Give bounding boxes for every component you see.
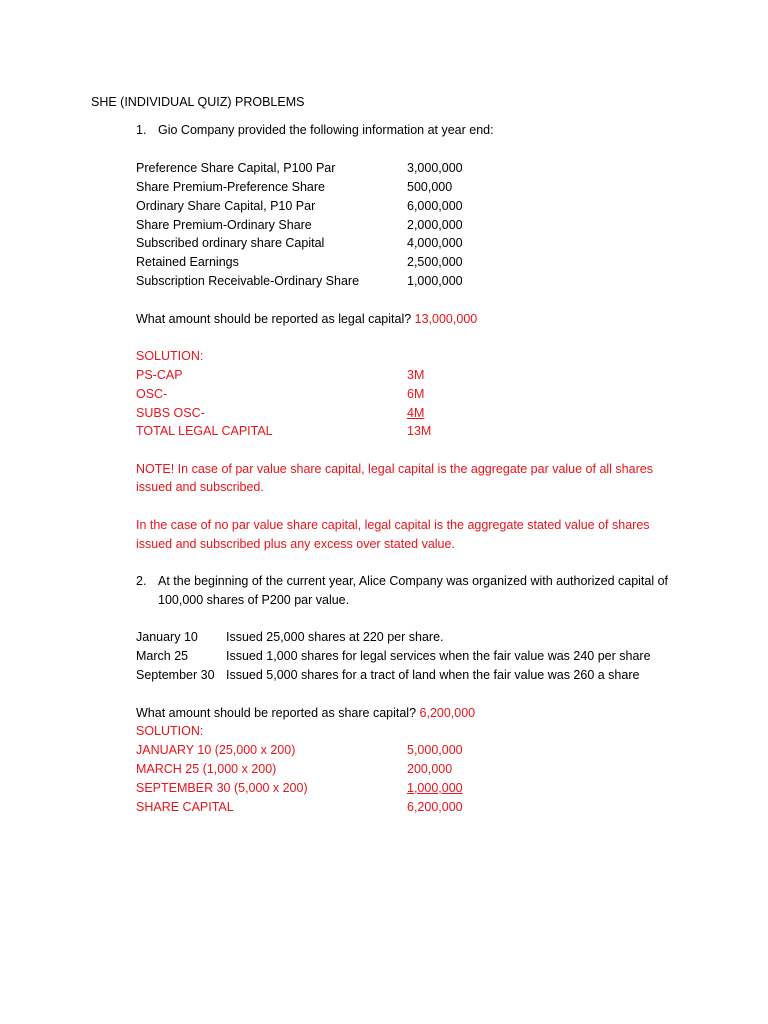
transaction-date: March 25 bbox=[136, 649, 189, 663]
problem2-number: 2. bbox=[136, 574, 147, 588]
item-label: Ordinary Share Capital, P10 Par bbox=[136, 199, 316, 213]
problem2-question: What amount should be reported as share capital? bbox=[136, 706, 417, 720]
transaction-text: Issued 25,000 shares at 220 per share. bbox=[226, 630, 444, 644]
transaction-text: Issued 1,000 shares for legal services when the fair value was 240 per share bbox=[226, 649, 651, 663]
solution-label: SEPTEMBER 30 (5,000 x 200) bbox=[136, 781, 308, 795]
problem2-intro-line1: At the beginning of the current year, Alice Company was organized with authorized capital of bbox=[158, 574, 669, 588]
solution-value: 4M bbox=[407, 406, 425, 420]
item-value: 3,000,000 bbox=[407, 161, 463, 175]
problem2-question-line bbox=[136, 704, 475, 722]
transaction-date: January 10 bbox=[136, 630, 198, 644]
item-value: 4,000,000 bbox=[407, 236, 463, 250]
solution-value: 200,000 bbox=[407, 762, 453, 776]
note2-line1: In the case of no par value share capital, legal capital is the aggregate stated value of shares bbox=[136, 518, 650, 532]
item-value: 500,000 bbox=[407, 180, 453, 194]
problem2-intro-line2: 100,000 shares of P200 par value. bbox=[158, 593, 350, 607]
solution-total-label: TOTAL LEGAL CAPITAL bbox=[136, 424, 273, 438]
item-value: 1,000,000 bbox=[407, 274, 463, 288]
item-label: Share Premium-Preference Share bbox=[136, 180, 325, 194]
solution-total-value: 13M bbox=[407, 424, 432, 438]
problem1-question-line bbox=[136, 310, 477, 328]
item-value: 2,500,000 bbox=[407, 255, 463, 269]
solution-value: 5,000,000 bbox=[407, 743, 463, 757]
item-label: Subscribed ordinary share Capital bbox=[136, 236, 325, 250]
item-value: 2,000,000 bbox=[407, 218, 463, 232]
item-label: Retained Earnings bbox=[136, 255, 239, 269]
solution-label: PS-CAP bbox=[136, 368, 183, 382]
transaction-text: Issued 5,000 shares for a tract of land when the fair value was 260 a share bbox=[226, 668, 640, 682]
solution-total-label: SHARE CAPITAL bbox=[136, 800, 234, 814]
transaction-date: September 30 bbox=[136, 668, 215, 682]
solution-value: 1,000,000 bbox=[407, 781, 463, 795]
solution-label: JANUARY 10 (25,000 x 200) bbox=[136, 743, 296, 757]
problem1-intro: Gio Company provided the following information at year end: bbox=[158, 123, 494, 137]
item-value: 6,000,000 bbox=[407, 199, 463, 213]
solution-label: OSC- bbox=[136, 387, 168, 401]
item-label: Preference Share Capital, P100 Par bbox=[136, 161, 336, 175]
note2-line2: issued and subscribed plus any excess over stated value. bbox=[136, 537, 455, 551]
document-title: SHE (INDIVIDUAL QUIZ) PROBLEMS bbox=[91, 95, 305, 109]
item-label: Subscription Receivable-Ordinary Share bbox=[136, 274, 360, 288]
note1-line1: NOTE! In case of par value share capital, legal capital is the aggregate par value of all shares bbox=[136, 462, 653, 476]
solution-value: 6M bbox=[407, 387, 425, 401]
problem2-solution-label: SOLUTION: bbox=[136, 724, 204, 738]
problem2-answer: 6,200,000 bbox=[419, 706, 476, 720]
problem1-solution-label: SOLUTION: bbox=[136, 349, 204, 363]
note1-line2: issued and subscribed. bbox=[136, 480, 264, 494]
solution-total-value: 6,200,000 bbox=[407, 800, 463, 814]
problem1-number: 1. bbox=[136, 123, 147, 137]
problem1-answer: 13,000,000 bbox=[414, 312, 478, 326]
problem1-question: What amount should be reported as legal capital? bbox=[136, 312, 412, 326]
solution-label: SUBS OSC- bbox=[136, 406, 205, 420]
solution-label: MARCH 25 (1,000 x 200) bbox=[136, 762, 277, 776]
solution-value: 3M bbox=[407, 368, 425, 382]
item-label: Share Premium-Ordinary Share bbox=[136, 218, 312, 232]
